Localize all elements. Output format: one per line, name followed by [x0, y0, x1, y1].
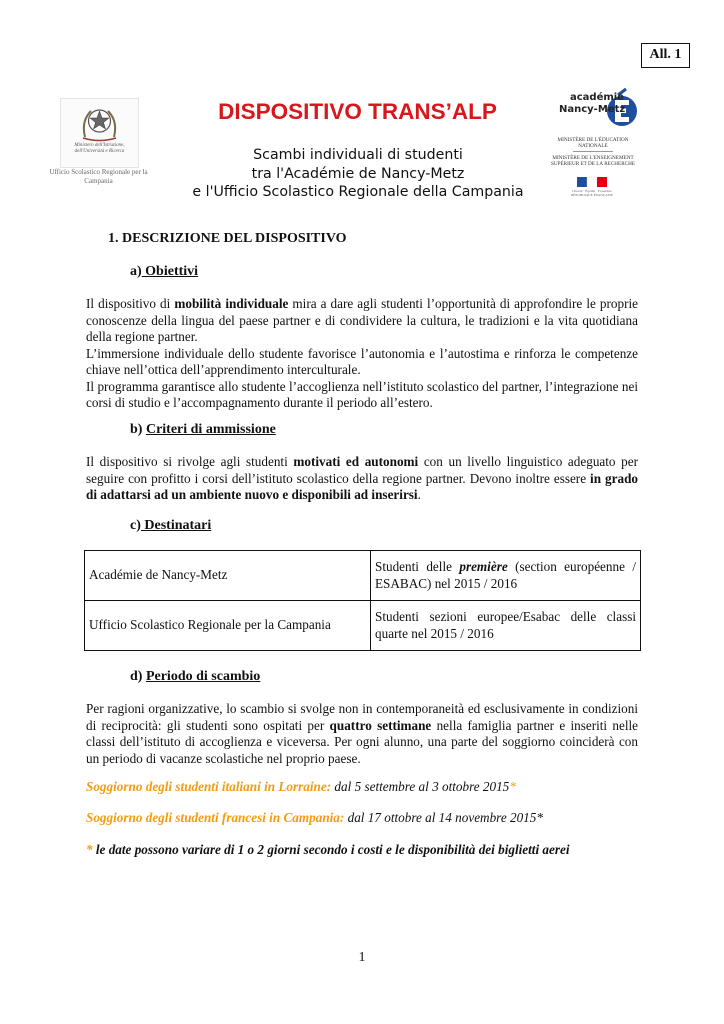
paragraph: [86, 454, 638, 504]
footnote-marker: *: [86, 842, 93, 857]
ministry-education-label: MINISTÈRE DE L'ÉDUCATION NATIONALE: [557, 137, 629, 149]
footnote-marker: *: [509, 779, 516, 794]
page-subtitle: [168, 146, 548, 202]
page-title: DISPOSITIVO TRANS’ALP: [218, 99, 497, 124]
text-run: con un livello linguistico adeguato per seguire con profitto i corsi dell’istituto scolastico della regione partner. Devono inoltre essere: [86, 454, 638, 486]
nancy-metz-word: Nancy-Metz: [559, 104, 626, 115]
text-run: mira a dare agli studenti l’opportunità di approfondire le proprie conoscenze della lingua del paese partner e di condividere la cultura, le tradizioni e la vita quotidiana della regione partner.: [86, 296, 638, 344]
subsection-letter: c): [130, 518, 141, 533]
academie-word: académie: [570, 92, 624, 103]
republique-francaise-caption: Liberté · Égalité · Fraternité RÉPUBLIQUE FRANÇAISE: [570, 189, 614, 197]
subsection-heading-destinatari: [130, 518, 211, 535]
table-cell-institution: Académie de Nancy-Metz: [85, 551, 371, 601]
ministry-research-label: MINISTÈRE DE L'ENSEIGNEMENT SUPÉRIEUR ET DE LA RECHERCHE: [550, 155, 636, 167]
subsection-title: Periodo di scambio: [145, 669, 261, 684]
stay-dates: dal 17 ottobre al 14 novembre 2015*: [344, 810, 543, 825]
stay-label: Soggiorno degli studenti italiani in Lorraine:: [86, 779, 332, 794]
stay-dates: dal 5 settembre al 3 ottobre 2015: [331, 779, 510, 794]
paragraph: L’immersione individuale dello studente favorisce l’autonomia e l’autostima e rinforza le competenze chiave nell’ottica dell’apprendimento interculturale.: [86, 345, 638, 377]
stay-italian-students: [86, 779, 638, 796]
destinatari-table: [84, 550, 641, 651]
subtitle-line: e l'Ufficio Scolastico Regionale della Campania: [192, 184, 524, 200]
subsection-heading-criteri: [130, 422, 276, 439]
subsection-letter: b): [130, 422, 143, 437]
subsection-heading-periodo: [130, 669, 260, 686]
text-run: Studenti delle: [375, 559, 460, 574]
divider: [573, 151, 613, 152]
ministry-seal-text: Ministero dell'Istruzione, dell'Università e Ricerca: [74, 143, 125, 154]
ministry-emblem-logo: [60, 98, 139, 168]
paragraph: [86, 701, 638, 767]
subsection-title: Obiettivi: [141, 264, 199, 279]
text-run: .: [417, 487, 421, 502]
criteri-text: [86, 454, 638, 504]
text-run: Per ragioni organizzative, lo scambio si svolge non in contemporaneità ed esclusivamente in condizioni di reciprocità: gli studenti sono ospitati per: [86, 701, 638, 733]
bold-text: motivati ed autonomi: [293, 454, 419, 469]
obiettivi-text: [86, 296, 638, 412]
academie-nancy-metz-logo: [547, 85, 639, 197]
french-republic-flag-icon: [577, 177, 607, 187]
table-cell-target: Studenti sezioni europee/Esabac delle classi quarte nel 2015 / 2016: [371, 601, 641, 651]
page-number: 1: [358, 950, 366, 965]
subsection-title: Destinatari: [140, 518, 212, 533]
subsection-heading-obiettivi: [130, 264, 198, 281]
table-cell-target: [371, 551, 641, 601]
stay-label: Soggiorno degli studenti francesi in Campania:: [86, 810, 345, 825]
bold-text: mobilità individuale: [174, 296, 289, 311]
table-row: [85, 601, 641, 651]
subsection-letter: d): [130, 669, 143, 684]
subsection-letter: a): [130, 264, 142, 279]
text-run: Il dispositivo si rivolge agli studenti: [86, 454, 294, 469]
footnote-text: le date possono variare di 1 o 2 giorni secondo i costi e le disponibilità dei biglietti aerei: [92, 842, 570, 857]
section-heading: 1. DESCRIZIONE DEL DISPOSITIVO: [108, 231, 347, 246]
paragraph: [86, 296, 638, 346]
subtitle-line: Scambi individuali di studenti: [253, 147, 463, 163]
text-run: (section européenne / ESABAC) nel 2015 / 2016: [375, 559, 636, 591]
bold-text: quattro settimane: [329, 717, 432, 733]
stay-french-students: [86, 810, 638, 827]
text-run: Il dispositivo di: [86, 296, 175, 311]
subsection-title: Criteri di ammissione: [145, 422, 276, 437]
periodo-text: [86, 701, 638, 767]
annex-label: All. 1: [641, 43, 690, 68]
table-cell-institution: Ufficio Scolastico Regionale per la Campania: [85, 601, 371, 651]
left-logo-caption: Ufficio Scolastico Regionale per la Campania: [49, 168, 148, 185]
emphasis-text: première: [459, 559, 508, 574]
text-run: nella famiglia partner e inseriti nelle classi dell’istituto di accoglienza e viceversa. Per ogni alunno, una parte del soggiorno coinciderà con un periodo di vacanze scolastiche nel proprio paese.: [86, 717, 639, 766]
paragraph: Il programma garantisce allo studente l’accoglienza nell’istituto scolastico del partner, l’integrazione nei corsi di studio e l’accompagnamento durante il periodo all’estero.: [86, 378, 638, 410]
bold-text: in grado di adattarsi ad un ambiente nuovo e disponibili ad inserirsi: [86, 470, 638, 502]
subtitle-line: tra l'Académie de Nancy-Metz: [251, 165, 465, 182]
table-row: [85, 551, 641, 601]
italian-emblem-icon: [61, 99, 138, 143]
dates-footnote: [86, 842, 638, 859]
